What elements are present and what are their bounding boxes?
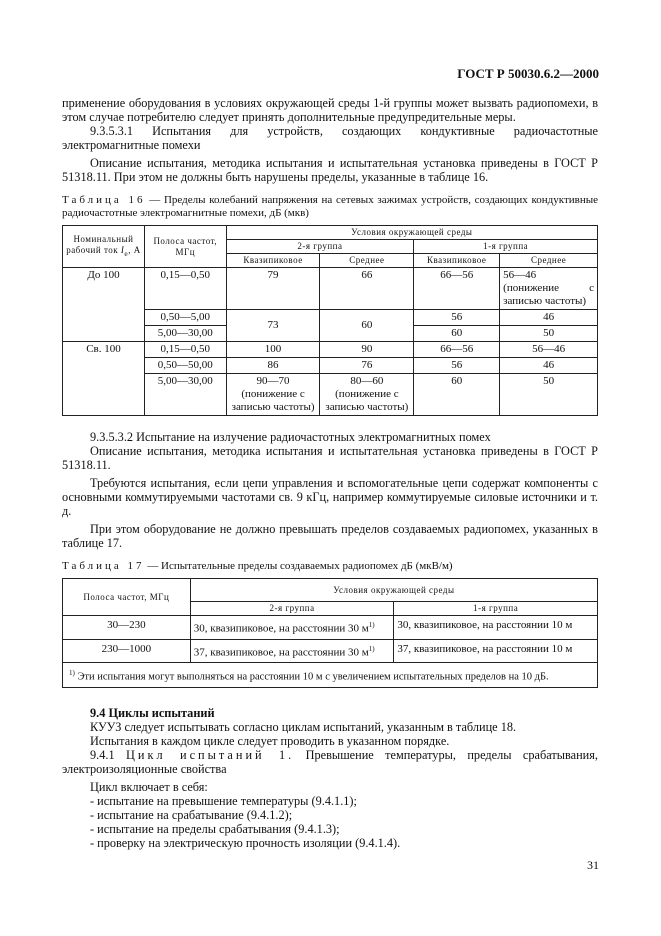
table16-title: — Пределы колебаний напряжения на сетевых зажимах устройств, создающих кондуктивные радиочастотные электромагнитные помехи, дБ (мкв) — [62, 194, 598, 219]
t16-cell: 80—60 (понижение с записью частоты) — [320, 374, 414, 416]
t16-cell: 76 — [320, 358, 414, 374]
t16-cell: 90—70 (понижение с записью частоты) — [226, 374, 320, 416]
paragraph: Требуются испытания, если цепи управления и вспомогательные цепи содержат компоненты с основными коммутируемыми частотами св. 9 кГц, например коммутируемые силовые источники и т. д. — [62, 476, 598, 518]
table16-label: Таблица 16 — [62, 194, 146, 206]
table-row — [63, 268, 598, 310]
paragraph: КУУЗ следует испытывать согласно циклам испытаний, указанным в таблице 18. — [90, 719, 517, 734]
page-content — [62, 96, 598, 850]
t16-cell: 0,50—5,00 — [144, 310, 226, 326]
t16-cell: 56—46 — [500, 342, 598, 358]
table17-label: Таблица 17 — [62, 560, 145, 572]
list-item: - испытание на срабатывание (9.4.1.2); — [90, 807, 293, 822]
t16-cell: 79 — [226, 268, 320, 310]
paragraph: Описание испытания, методика испытания и испытательная установка приведены в ГОСТ Р 51318.11. — [62, 444, 598, 472]
t16-cell: 50 — [500, 374, 598, 416]
section-title: 9.4 Циклы испытаний — [90, 705, 215, 720]
t16-cell: 5,00—30,00 — [144, 326, 226, 342]
list-item: - испытание на превышение температуры (9.4.1.1); — [90, 793, 357, 808]
cycle-heading: 9.4.1 Цикл испытаний 1. Превышение температуры, пределы срабатывания, электроизоляционные свойства — [62, 747, 598, 776]
t17-head-group2: 2-я группа — [190, 602, 394, 616]
paragraph: При этом оборудование не должно превышать пределов создаваемых радиопомех, указанных в таблице 17. — [62, 522, 598, 550]
t16-head-qp: Квазипиковое — [414, 254, 500, 268]
table16-caption — [62, 194, 598, 220]
t16-cell: 56 — [414, 358, 500, 374]
t16-cell: 60 — [320, 310, 414, 342]
t16-head-freq: Полоса частот, МГц — [144, 226, 226, 268]
t16-cell: 50 — [500, 326, 598, 342]
paragraph: Описание испытания, методика испытания и испытательная установка приведены в ГОСТ Р 51318.11. При этом не должны быть нарушены пределы, указанные в таблице 16. — [62, 156, 598, 184]
t17-footnote: $^{1)}$ Эти испытания могут выполняться на расстоянии 10 м с увеличением испытательных пределов на 10 дБ. — [63, 663, 598, 688]
t16-head-avg: Среднее — [500, 254, 598, 268]
table-row — [63, 616, 598, 640]
t16-cell: 5,00—30,00 — [144, 374, 226, 416]
t16-head-avg: Среднее — [320, 254, 414, 268]
paragraph: применение оборудования в условиях окружающей среды 1-й группы может вызвать радиопомехи, в этом случае потребителю следует принять дополнительные предупредительные меры. — [62, 96, 598, 124]
t16-cell: 0,15—0,50 — [144, 342, 226, 358]
list-item: - испытание на пределы срабатывания (9.4.1.3); — [90, 821, 340, 836]
t17-cell: 30, квазипиковое, на расстоянии 10 м — [394, 616, 598, 640]
t17-cell: 30—230 — [63, 616, 191, 640]
t17-cell: 37, квазипиковое, на расстоянии 10 м — [394, 639, 598, 663]
page-number: 31 — [587, 858, 599, 872]
t16-cell: 60 — [414, 326, 500, 342]
t17-head-group1: 1-я группа — [394, 602, 598, 616]
t16-head-env: Условия окружающей среды — [226, 226, 597, 240]
t16-cell: 60 — [414, 374, 500, 416]
t16-cell: 0,50—50,00 — [144, 358, 226, 374]
t16-cell: 66 — [320, 268, 414, 310]
t16-cell: 56—46 (понижение с записью частоты) — [500, 268, 598, 310]
clause-heading: 9.3.5.3.2 Испытание на излучение радиочастотных электромагнитных помех — [90, 430, 491, 444]
t16-cell: 46 — [500, 310, 598, 326]
table-row — [63, 342, 598, 358]
paragraph: Цикл включает в себя: — [90, 779, 208, 794]
t16-head-group1: 1-я группа — [414, 240, 598, 254]
table-17 — [62, 578, 598, 688]
t17-cell: 230—1000 — [63, 639, 191, 663]
t16-head-group2: 2-я группа — [226, 240, 414, 254]
table-row — [63, 639, 598, 663]
table-16 — [62, 225, 598, 416]
t16-cell: 66—56 — [414, 342, 500, 358]
t16-cell: 0,15—0,50 — [144, 268, 226, 310]
t17-head-freq: Полоса частот, МГц — [63, 579, 191, 616]
t16-cell: Св. 100 — [63, 342, 145, 416]
t17-cell: 30, квазипиковое, на расстоянии 30 $м^{1)}$ — [190, 616, 394, 640]
clause-heading: 9.3.5.3.1 Испытания для устройств, создающих кондуктивные радиочастотные электромагнитные помехи — [62, 124, 598, 152]
document-header: ГОСТ Р 50030.6.2—2000 — [457, 66, 599, 81]
t17-head-env: Условия окружающей среды — [190, 579, 597, 602]
t16-cell: 56 — [414, 310, 500, 326]
t16-head-qp: Квазипиковое — [226, 254, 320, 268]
t16-cell: 46 — [500, 358, 598, 374]
t16-head-current: Номинальный рабочий ток $I_e$, А — [63, 226, 145, 268]
table17-title: — Испытательные пределы создаваемых радиопомех дБ (мкВ/м) — [144, 560, 453, 572]
table17-caption — [62, 560, 598, 573]
t16-cell: До 100 — [63, 268, 145, 342]
paragraph: Испытания в каждом цикле следует проводить в указанном порядке. — [90, 733, 450, 748]
t16-cell: 86 — [226, 358, 320, 374]
t16-cell: 90 — [320, 342, 414, 358]
t17-cell: 37, квазипиковое, на расстоянии 30 $м^{1)}$ — [190, 639, 394, 663]
t16-cell: 73 — [226, 310, 320, 342]
t16-cell: 66—56 — [414, 268, 500, 310]
t16-cell: 100 — [226, 342, 320, 358]
list-item: - проверку на электрическую прочность изоляции (9.4.1.4). — [90, 835, 401, 850]
